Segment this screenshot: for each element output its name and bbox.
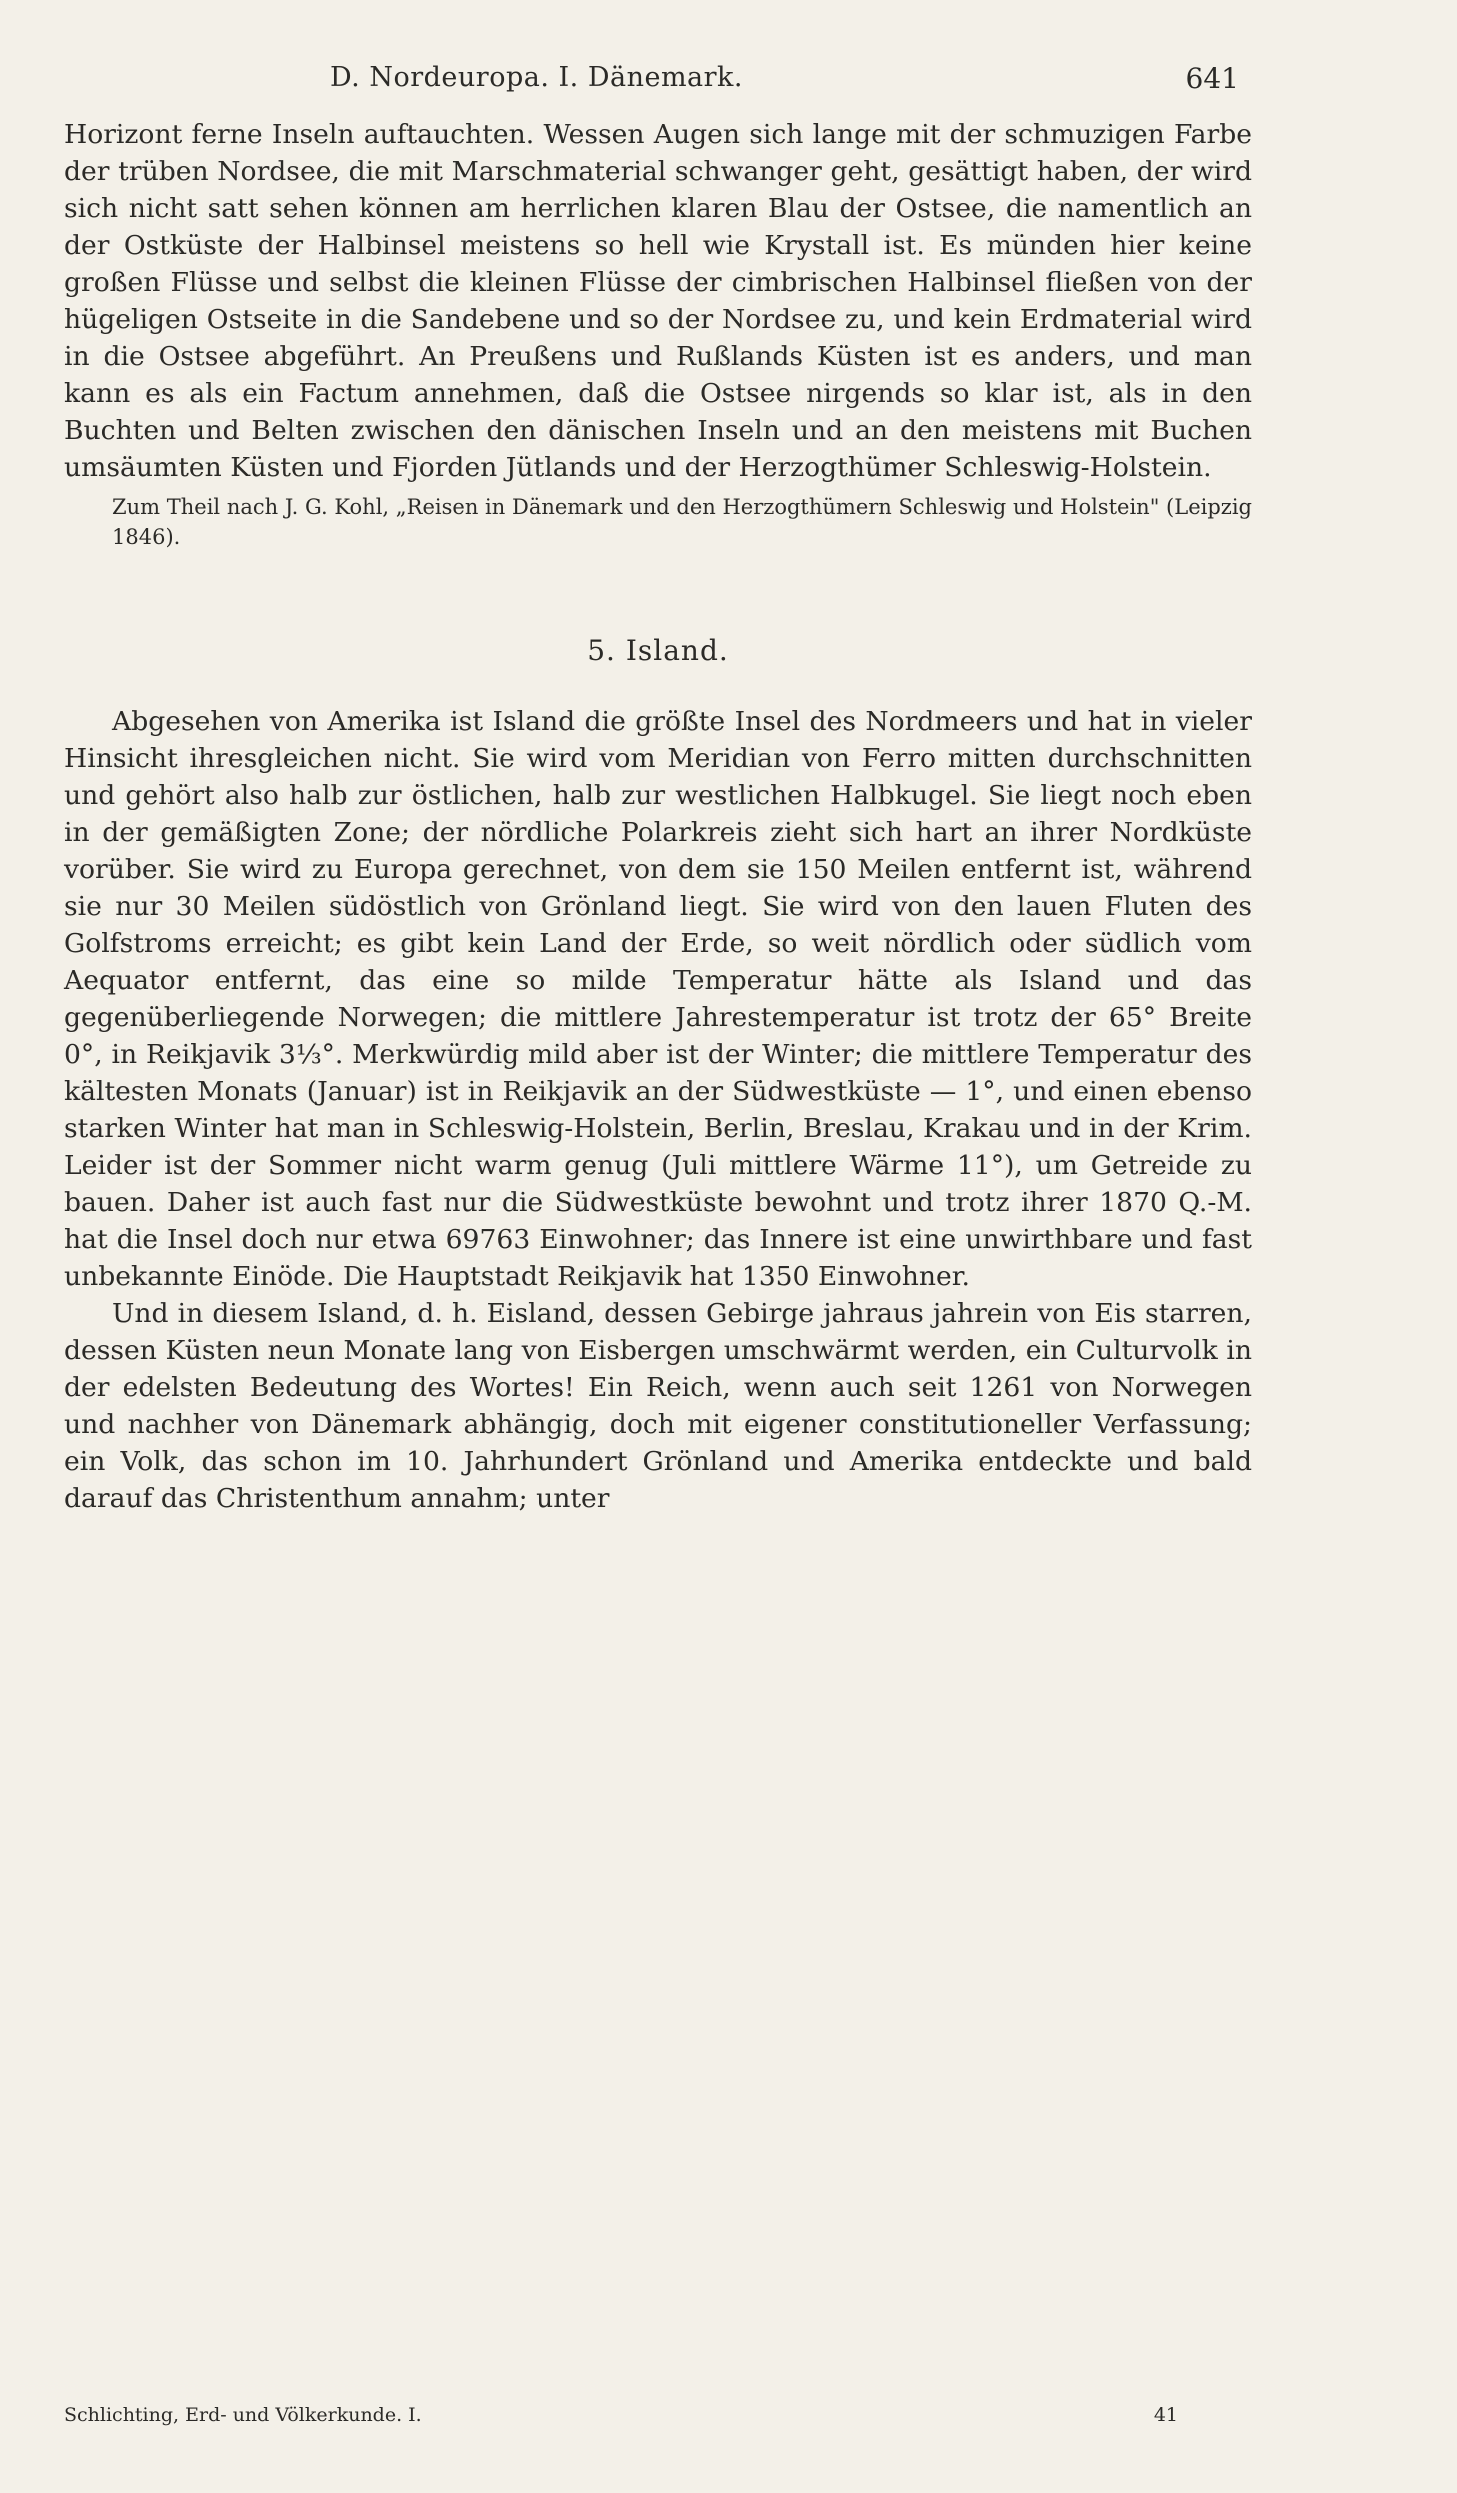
footer-source: Schlichting, Erd- und Völkerkunde. I. (64, 2404, 422, 2426)
signature-mark: 41 (1153, 2404, 1178, 2426)
footnote: Zum Theil nach J. G. Kohl, „Reisen in Dänemark und den Herzogthümern Schleswig und Holstein" (Leipzig 1846). (112, 495, 1252, 549)
paragraph-horizont: Horizont ferne Inseln auftauchten. Wessen Augen sich lange mit der schmuzigen Farbe der trüben Nordsee, die mit Marschmaterial schwanger geht, gesättigt haben, der wird sich nicht satt sehen können am herrlichen klaren Blau der Ostsee, die namentlich an der Ostküste der Halbinsel meistens so hell wie Krystall ist. Es münden hier keine großen Flüsse und selbst die kleinen Flüsse der cimbrischen Halbinsel fließen von der hügeligen Ostseite in die Sandebene und so der Nordsee zu, und kein Erdmaterial wird in die Ostsee abgeführt. An Preußens und Rußlands Küsten ist es anders, und man kann es als ein Factum annehmen, daß die Ostsee nirgends so klar ist, als in den Buchten und Belten zwischen den dänischen Inseln und an den meistens mit Buchen umsäumten Küsten und Fjorden Jütlands und der Herzogthümer Schleswig-Holstein. (64, 119, 1252, 483)
running-title: D. Nordeuropa. I. Dänemark. (330, 62, 743, 93)
page-header (0, 62, 1457, 102)
paragraph-eisland: Und in diesem Island, d. h. Eisland, dessen Gebirge jahraus jahrein von Eis starren, dessen Küsten neun Monate lang von Eisbergen umschwärmt werden, ein Culturvolk in der edelsten Bedeutung des Wortes! Ein Reich, wenn auch seit 1261 von Norwegen und nachher von Dänemark abhängig, doch mit eigener constitutioneller Verfassung; ein Volk, das schon im 10. Jahrhundert Grönland und Amerika entdeckte und bald darauf das Christenthum annahm; unter (64, 1298, 1252, 1514)
page-footer (64, 2404, 1252, 2426)
paragraph-island: Abgesehen von Amerika ist Island die größte Insel des Nordmeers und hat in vieler Hinsicht ihresgleichen nicht. Sie wird vom Meridian von Ferro mitten durchschnitten und gehört also halb zur östlichen, halb zur westlichen Halbkugel. Sie liegt noch eben in der gemäßigten Zone; der nördliche Polarkreis zieht sich hart an ihrer Nordküste vorüber. Sie wird zu Europa gerechnet, von dem sie 150 Meilen entfernt ist, während sie nur 30 Meilen südöstlich von Grönland liegt. Sie wird von den lauen Fluten des Golfstroms erreicht; es gibt kein Land der Erde, so weit nördlich oder südlich vom Aequator entfernt, das eine so milde Temperatur hätte als Island und das gegenüberliegende Norwegen; die mittlere Jahrestemperatur ist trotz der 65° Breite 0°, in Reikjavik 3⅓°. Merkwürdig mild aber ist der Winter; die mittlere Temperatur des kältesten Monats (Januar) ist in Reikjavik an der Südwestküste — 1°, und einen ebenso starken Winter hat man in Schleswig-Holstein, Berlin, Breslau, Krakau und in der Krim. Leider ist der Sommer nicht warm genug (Juli mittlere Wärme 11°), um Getreide zu bauen. Daher ist auch fast nur die Südwestküste bewohnt und trotz ihrer 1870 Q.-M. hat die Insel doch nur etwa 69763 Einwohner; das Innere ist eine unwirthbare und fast unbekannte Einöde. Die Hauptstadt Reikjavik hat 1350 Einwohner. (64, 706, 1252, 1292)
section-title: 5. Island. (587, 634, 729, 667)
body-text (64, 116, 1252, 1517)
page-number: 641 (1185, 62, 1239, 95)
